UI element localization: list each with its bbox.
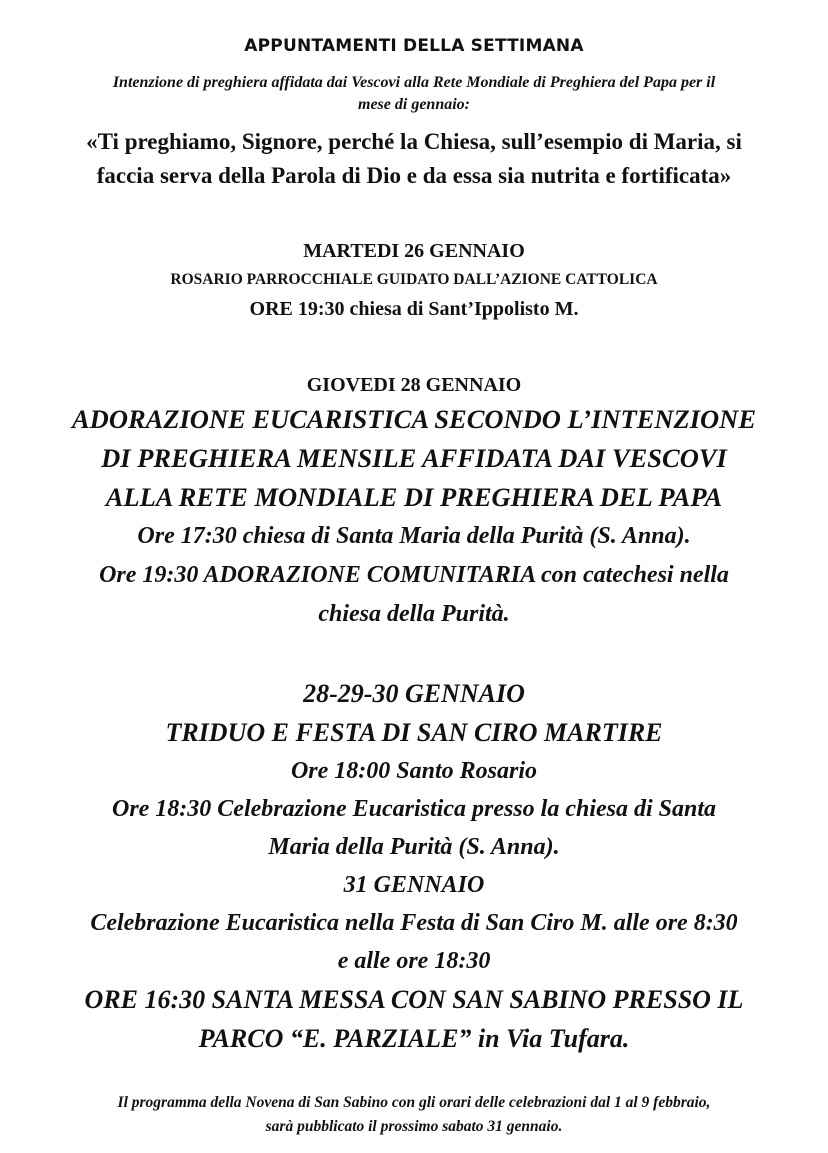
event-tuesday-description: ROSARIO PARROCCHIALE GUIDATO DALL’AZIONE CATTOLICA	[170, 271, 658, 288]
event-thursday-line-3: ALLA RETE MONDIALE DI PREGHIERA DEL PAPA	[105, 482, 723, 512]
event-triduo-title: TRIDUO E FESTA DI SAN CIRO MARTIRE	[165, 718, 663, 747]
event-triduo-line-4: Celebrazione Eucaristica nella Festa di San Ciro M. alle ore 8:30	[90, 910, 738, 936]
footer-line-2: sarà pubblicato il prossimo sabato 31 gennaio.	[265, 1118, 563, 1135]
event-tuesday-date: MARTEDI 26 GENNAIO	[303, 240, 525, 262]
event-thursday-line-2: DI PREGHIERA MENSILE AFFIDATA DAI VESCOVI	[101, 443, 727, 473]
event-triduo-date: 28-29-30 GENNAIO	[303, 679, 525, 708]
intro-text	[30, 72, 798, 116]
event-thursday-line-4: Ore 17:30 chiesa di Santa Maria della Purità (S. Anna).	[137, 523, 691, 549]
event-triduo	[10, 674, 818, 1058]
event-thursday-line-1: ADORAZIONE EUCARISTICA SECONDO L’INTENZIONE	[72, 404, 756, 434]
footer-note	[20, 1091, 808, 1139]
event-thursday-line-5: Ore 19:30 ADORAZIONE COMUNITARIA con catechesi nella	[99, 562, 729, 588]
event-tuesday	[10, 236, 818, 324]
intro-line-2: mese di gennaio:	[358, 96, 470, 113]
event-thursday	[10, 370, 818, 634]
event-triduo-line-7: PARCO “E. PARZIALE” in Via Tufara.	[198, 1024, 630, 1053]
footer-line-1: Il programma della Novena di San Sabino con gli orari delle celebrazioni dal 1 al 9 febbraio,	[117, 1094, 711, 1111]
event-tuesday-time-place: ORE 19:30 chiesa di Sant’Ippolisto M.	[249, 298, 579, 320]
quote-line-1: «Ti preghiamo, Signore, perché la Chiesa, sull’esempio di Maria, si	[86, 129, 742, 154]
event-triduo-line-6: ORE 16:30 SANTA MESSA CON SAN SABINO PRESSO IL	[84, 985, 744, 1014]
page-title: APPUNTAMENTI DELLA SETTIMANA	[244, 36, 584, 56]
intro-line-1: Intenzione di preghiera affidata dai Vescovi alla Rete Mondiale di Preghiera del Papa per il	[112, 74, 716, 91]
event-triduo-line-1: Ore 18:00 Santo Rosario	[290, 758, 538, 784]
prayer-quote	[20, 125, 808, 193]
event-thursday-date: GIOVEDI 28 GENNAIO	[306, 374, 522, 396]
quote-line-2: faccia serva della Parola di Dio e da essa sia nutrita e fortificata»	[96, 163, 732, 188]
event-triduo-line-3: Maria della Purità (S. Anna).	[268, 834, 560, 860]
event-triduo-date-2: 31 GENNAIO	[343, 872, 485, 898]
event-triduo-line-2: Ore 18:30 Celebrazione Eucaristica presso la chiesa di Santa	[111, 796, 717, 822]
event-thursday-line-6: chiesa della Purità.	[318, 601, 510, 627]
event-triduo-line-5: e alle ore 18:30	[337, 948, 491, 974]
